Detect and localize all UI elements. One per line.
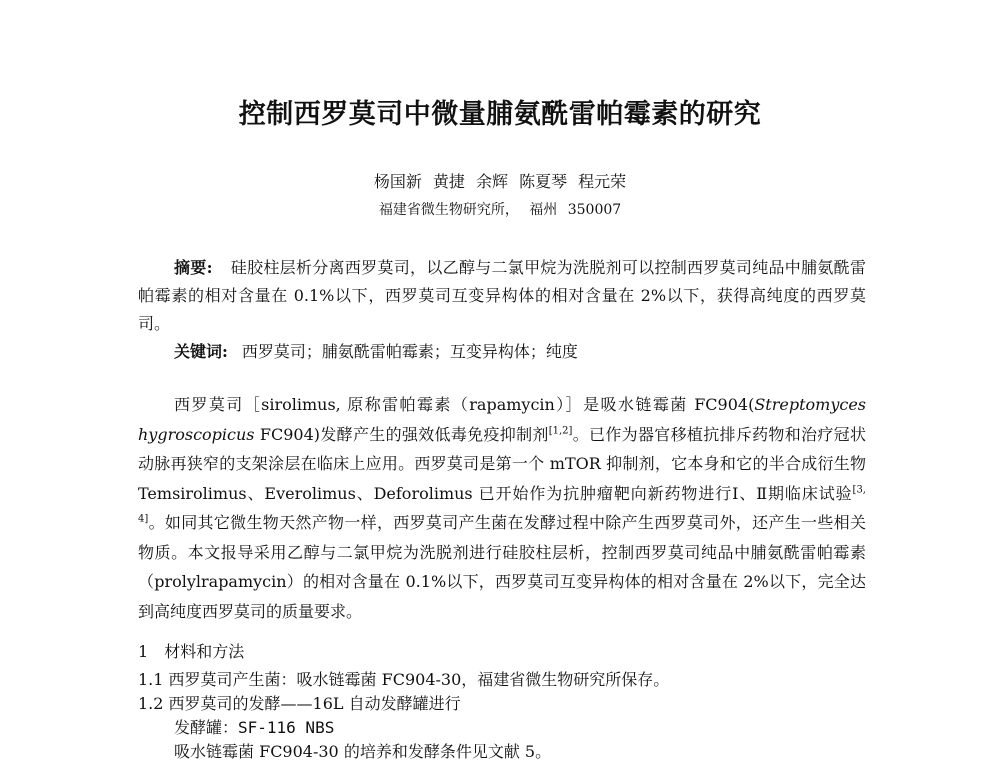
subsection-1-2: 1.2 西罗莫司的发酵——16L 自动发酵罐进行 — [138, 694, 461, 713]
fermenter-line: 发酵罐：SF-116 NBS — [174, 718, 335, 737]
intro-paragraph — [138, 390, 866, 626]
intro-text-part4: 。如同其它微生物天然产物一样，西罗莫司产生菌在发酵过程中除产生西罗莫司外，还产生一些相关物质。本文报导采用乙醇与二氯甲烷为洗脱剂进行硅胶柱层析，控制西罗莫司纯品中脯氨酰雷帕霉素（prolylrapamycin）的相对含量在 0.1%以下，西罗莫司互变异构体的相对含量在 2%以下，完全达到高纯度西罗莫司的质量要求。 — [138, 513, 866, 621]
keywords-line — [138, 338, 866, 366]
citation-ref: [3, 4] — [138, 484, 866, 525]
abstract-paragraph — [138, 254, 866, 338]
culture-line: 吸水链霉菌 FC904-30 的培养和发酵条件见文献 5。 — [174, 742, 552, 761]
section-title: 材料和方法 — [164, 642, 245, 661]
subsection-1-1: 1.1 西罗莫司产生菌：吸水链霉菌 FC904-30，福建省微生物研究所保存。 — [138, 670, 670, 689]
methods-section — [138, 640, 878, 764]
abstract-text: 硅胶柱层析分离西罗莫司，以乙醇与二氯甲烷为洗脱剂可以控制西罗莫司纯品中脯氨酰雷帕霉素的相对含量在 0.1%以下，西罗莫司互变异构体的相对含量在 2%以下，获得高纯度的西罗莫司。 — [138, 258, 866, 333]
section-heading — [138, 640, 878, 664]
intro-text-part3: 。已作为器官移植抗排斥药物和治疗冠状动脉再狭窄的支架涂层在临床上应用。西罗莫司是第一个 mTOR 抑制剂，它本身和它的半合成衍生物 Temsirolimus、Everolimus、Deforolimus 已开始作为抗肿瘤靶向新药物进行Ⅰ、Ⅱ期临床试验 — [138, 424, 866, 503]
intro-text-part2: FC904)发酵产生的强效低毒免疫抑制剂 — [254, 424, 549, 444]
keywords-label: 关键词: — [174, 342, 228, 361]
abstract-label: 摘要: — [174, 258, 213, 277]
author-list: 杨国新 黄捷 余辉 陈夏琴 程元荣 — [373, 172, 627, 191]
keywords-text: 西罗莫司；脯氨酰雷帕霉素；互变异构体；纯度 — [241, 342, 578, 361]
paper-title: 控制西罗莫司中微量脯氨酰雷帕霉素的研究 — [238, 99, 762, 130]
species-name: Streptomyces hygroscopicus — [138, 395, 866, 444]
author-affiliation: 福建省微生物研究所， 福州 350007 — [378, 202, 622, 218]
section-number: 1 — [138, 642, 149, 661]
citation-ref: [1,2] — [548, 425, 573, 437]
intro-text-part1: 西罗莫司［sirolimus, 原称雷帕霉素（rapamycin）］是吸水链霉菌 FC904( — [174, 395, 755, 414]
